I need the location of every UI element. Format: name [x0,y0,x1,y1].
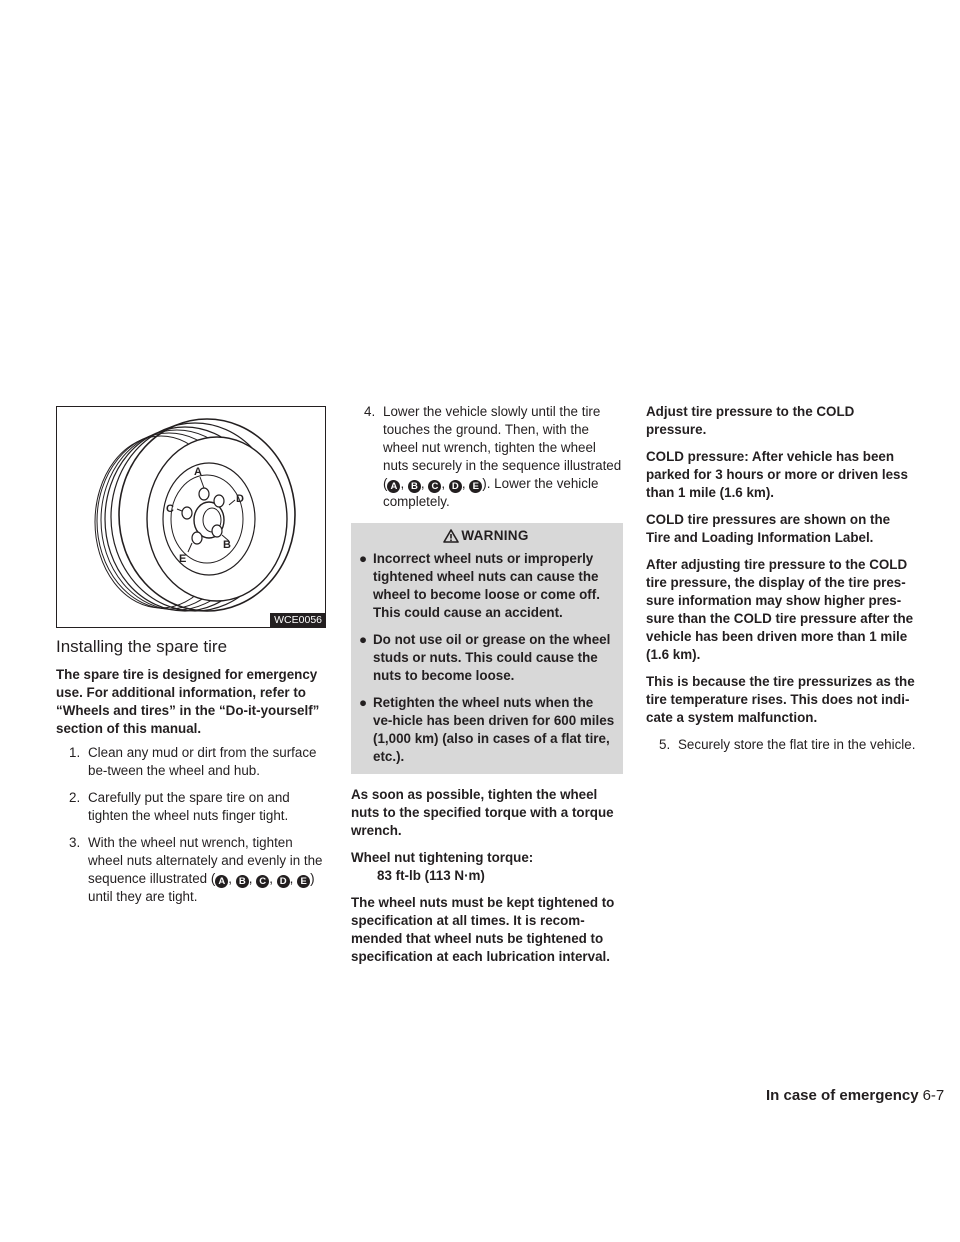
torque-note: The wheel nuts must be kept tightened to specification at all times. It is recom-mended that wheel nuts be tightened to specification at each lubrication interval. [351,895,615,964]
tire-illustration [57,407,325,627]
column-2 [351,403,623,975]
column-3 [646,403,918,763]
section-intro: The spare tire is designed for emergency use. For additional information, refer to “Wheels and tires” in the “Do-it-yourself” section of this manual. [56,667,320,736]
seq-b-icon: B [236,875,249,888]
warning-box [351,523,623,774]
pressure-p4: After adjusting tire pressure to the COLD tire pressure, the display of the tire pres-sure information may show higher pres-sure than the COLD tire pressure after the vehicle has been driven more than 1 mile (1.6 km). [646,557,914,662]
bullet-icon: ● [359,632,368,647]
torque-asap: As soon as possible, tighten the wheel nuts to the specified torque with a torque wrench. [351,787,614,838]
warning-item: ● Incorrect wheel nuts or improperly tightened wheel nuts can cause the wheel to become loose or come off. This could cause an accident. [359,551,600,620]
step-2: 2. Carefully put the spare tire on and tighten the wheel nuts finger tight. [69,790,290,823]
seq-c-icon: C [256,875,269,888]
warning-item: ● Retighten the wheel nuts when the ve-hicle has been driven for 600 miles (1,000 km) (also in cases of a flat tire, etc.). [359,695,615,764]
bullet-icon: ● [359,695,368,710]
page-number: 6-7 [922,1087,945,1104]
steps-list-cont [351,403,623,511]
seq-d-icon: D [277,875,290,888]
seq-e-icon: E [297,875,310,888]
seq-c-icon: C [428,480,441,493]
label-e: E [179,553,187,565]
page-footer [766,1087,944,1105]
seq-b-icon: B [408,480,421,493]
bullet-icon: ● [359,551,368,566]
step-3: 3. With the wheel nut wrench, tighten wheel nuts alternately and evenly in the sequence illustrated ( A , B , C , D , E ) until they are tight. [69,835,323,904]
seq-a-icon: A [387,480,400,493]
seq-e-icon: E [469,480,482,493]
pressure-p2: COLD pressure: After vehicle has been parked for 3 hours or more or driven less than 1 mile (1.6 km). [646,449,908,500]
warning-icon [443,529,459,543]
column-1 [56,406,328,915]
torque-label: Wheel nut tightening torque: [351,850,534,865]
warning-heading: WARNING [357,527,615,545]
step-5: 5. Securely store the flat tire in the vehicle. [659,737,916,752]
pressure-p5: This is because the tire pressurizes as the tire temperature rises. This does not indi-cate a system malfunction. [646,674,915,725]
step-1: 1. Clean any mud or dirt from the surface be-tween the wheel and hub. [69,745,317,778]
seq-d-icon: D [449,480,462,493]
label-a: A [194,466,202,478]
warning-item: ● Do not use oil or grease on the wheel studs or nuts. This could cause the nuts to become loose. [359,632,611,683]
label-b: B [223,539,231,551]
step-4: 4. Lower the vehicle slowly until the tire touches the ground. Then, with the wheel nut wrench, tighten the wheel nuts securely in the sequence illustrated ( A , B , C , D , E ). Lower the vehicle completely. [364,404,622,509]
section-title: Installing the spare tire [56,637,228,656]
label-c: C [166,503,174,515]
steps-list [56,744,328,906]
steps-list-final [646,736,918,754]
pressure-p1: Adjust tire pressure to the COLD pressure. [646,404,855,437]
label-d: D [236,493,244,505]
spare-tire-figure [56,406,326,628]
seq-a-icon: A [215,875,228,888]
footer-title: In case of emergency [766,1087,919,1104]
figure-code: WCE0056 [270,613,325,627]
torque-value: 83 ft-lb (113 N·m) [377,868,485,883]
pressure-p3: COLD tire pressures are shown on the Tire and Loading Information Label. [646,512,891,545]
